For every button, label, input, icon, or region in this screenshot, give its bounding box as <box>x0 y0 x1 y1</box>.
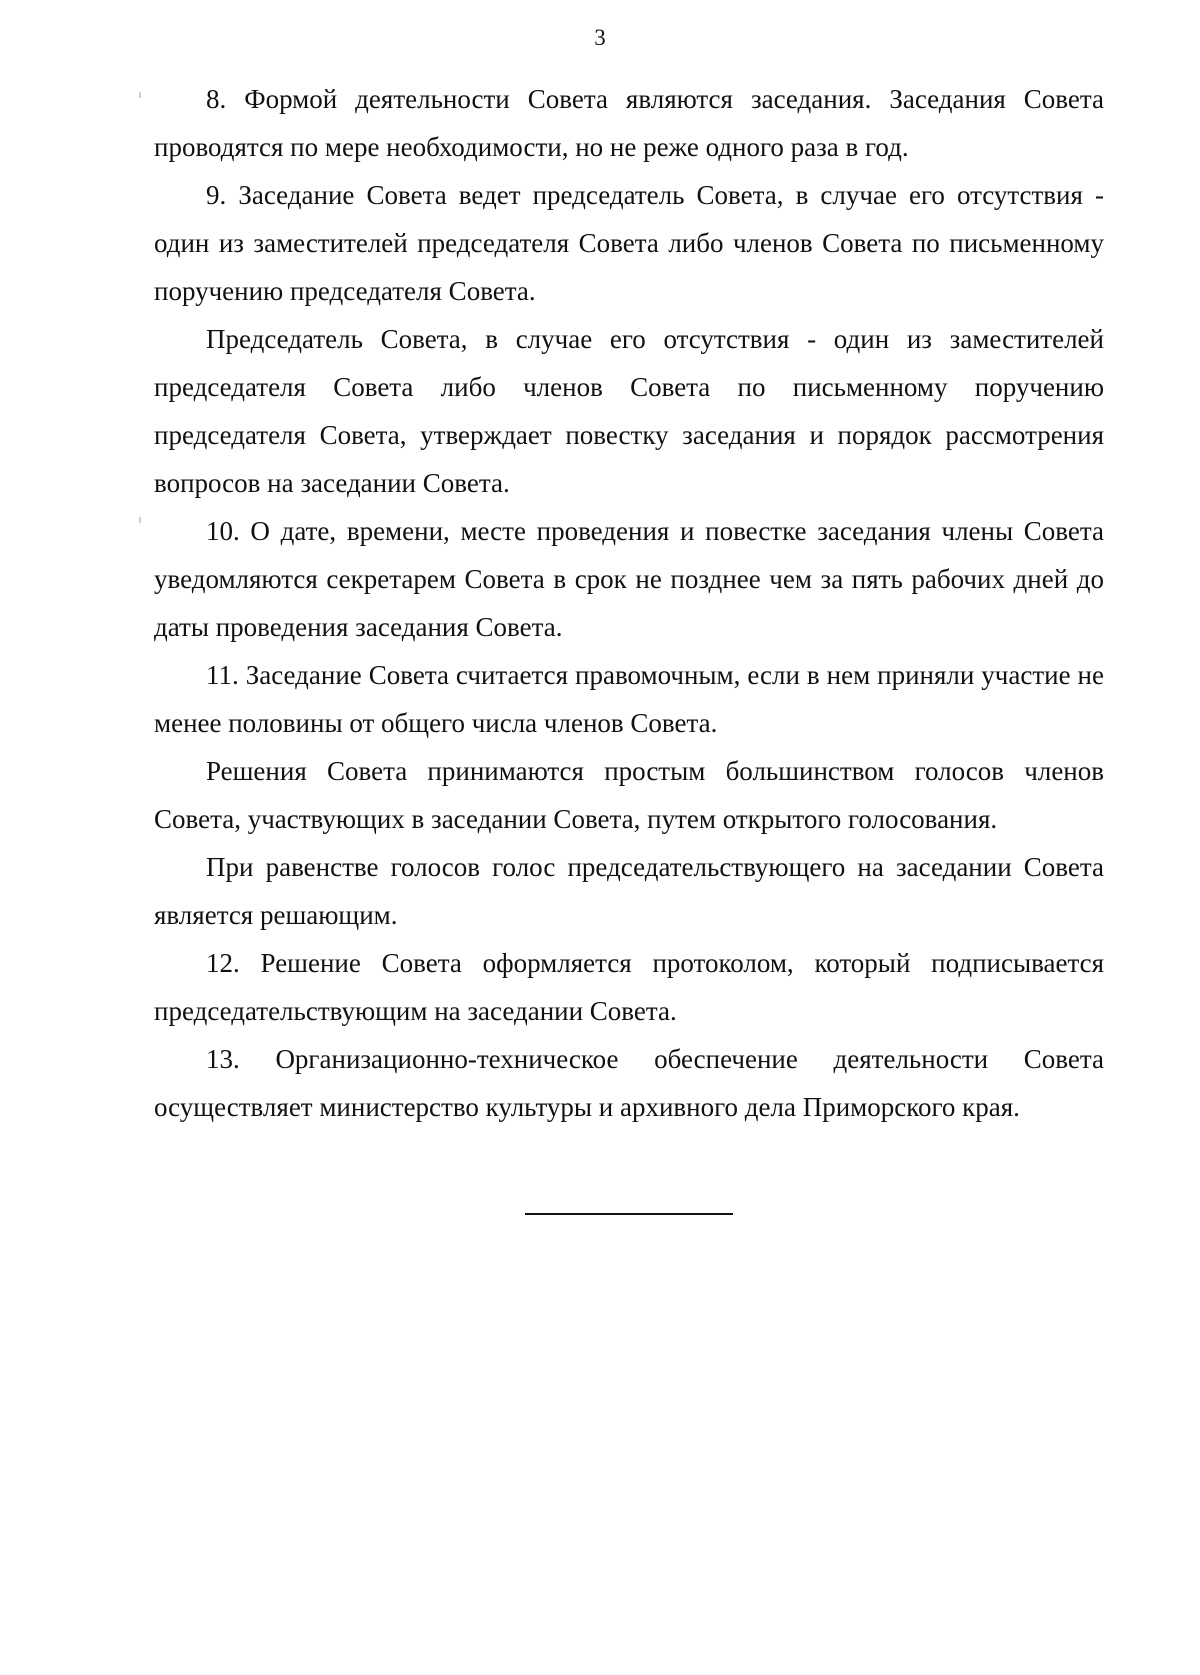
paragraph-11-tie: При равенстве голосов голос председательствующего на заседании Совета является решающим. <box>154 852 1104 930</box>
paragraph-9: 9. Заседание Совета ведет председатель Совета, в случае его отсутствия - один из заместителей председателя Совета либо членов Совета по письменному поручению председателя Совета. <box>154 180 1104 306</box>
scan-artifact-mark <box>139 92 141 98</box>
paragraph-9-chair: Председатель Совета, в случае его отсутствия - один из заместителей председателя Совета либо членов Совета по письменному поручению председателя Совета, утверждает повестку заседания и порядок рассмотрения вопросов на заседании Совета. <box>154 324 1104 498</box>
paragraph-11: 11. Заседание Совета считается правомочным, если в нем приняли участие не менее половины от общего числа членов Совета. <box>154 660 1104 738</box>
paragraph-13: 13. Организационно-техническое обеспечение деятельности Совета осуществляет министерство культуры и архивного дела Приморского края. <box>154 1044 1104 1122</box>
paragraph-12: 12. Решение Совета оформляется протоколом, который подписывается председательствующим на заседании Совета. <box>154 948 1104 1026</box>
end-separator-line <box>525 1213 733 1215</box>
scan-artifact-mark <box>139 517 141 523</box>
paragraph-10: 10. О дате, времени, месте проведения и повестке заседания члены Совета уведомляются секретарем Совета в срок не позднее чем за пять рабочих дней до даты проведения заседания Совета. <box>154 516 1104 642</box>
paragraph-8: 8. Формой деятельности Совета являются заседания. Заседания Совета проводятся по мере необходимости, но не реже одного раза в год. <box>154 84 1104 162</box>
document-body <box>154 75 1104 1131</box>
paragraph-11-decisions: Решения Совета принимаются простым большинством голосов членов Совета, участвующих в заседании Совета, путем открытого голосования. <box>154 756 1104 834</box>
page-number: 3 <box>594 25 606 50</box>
